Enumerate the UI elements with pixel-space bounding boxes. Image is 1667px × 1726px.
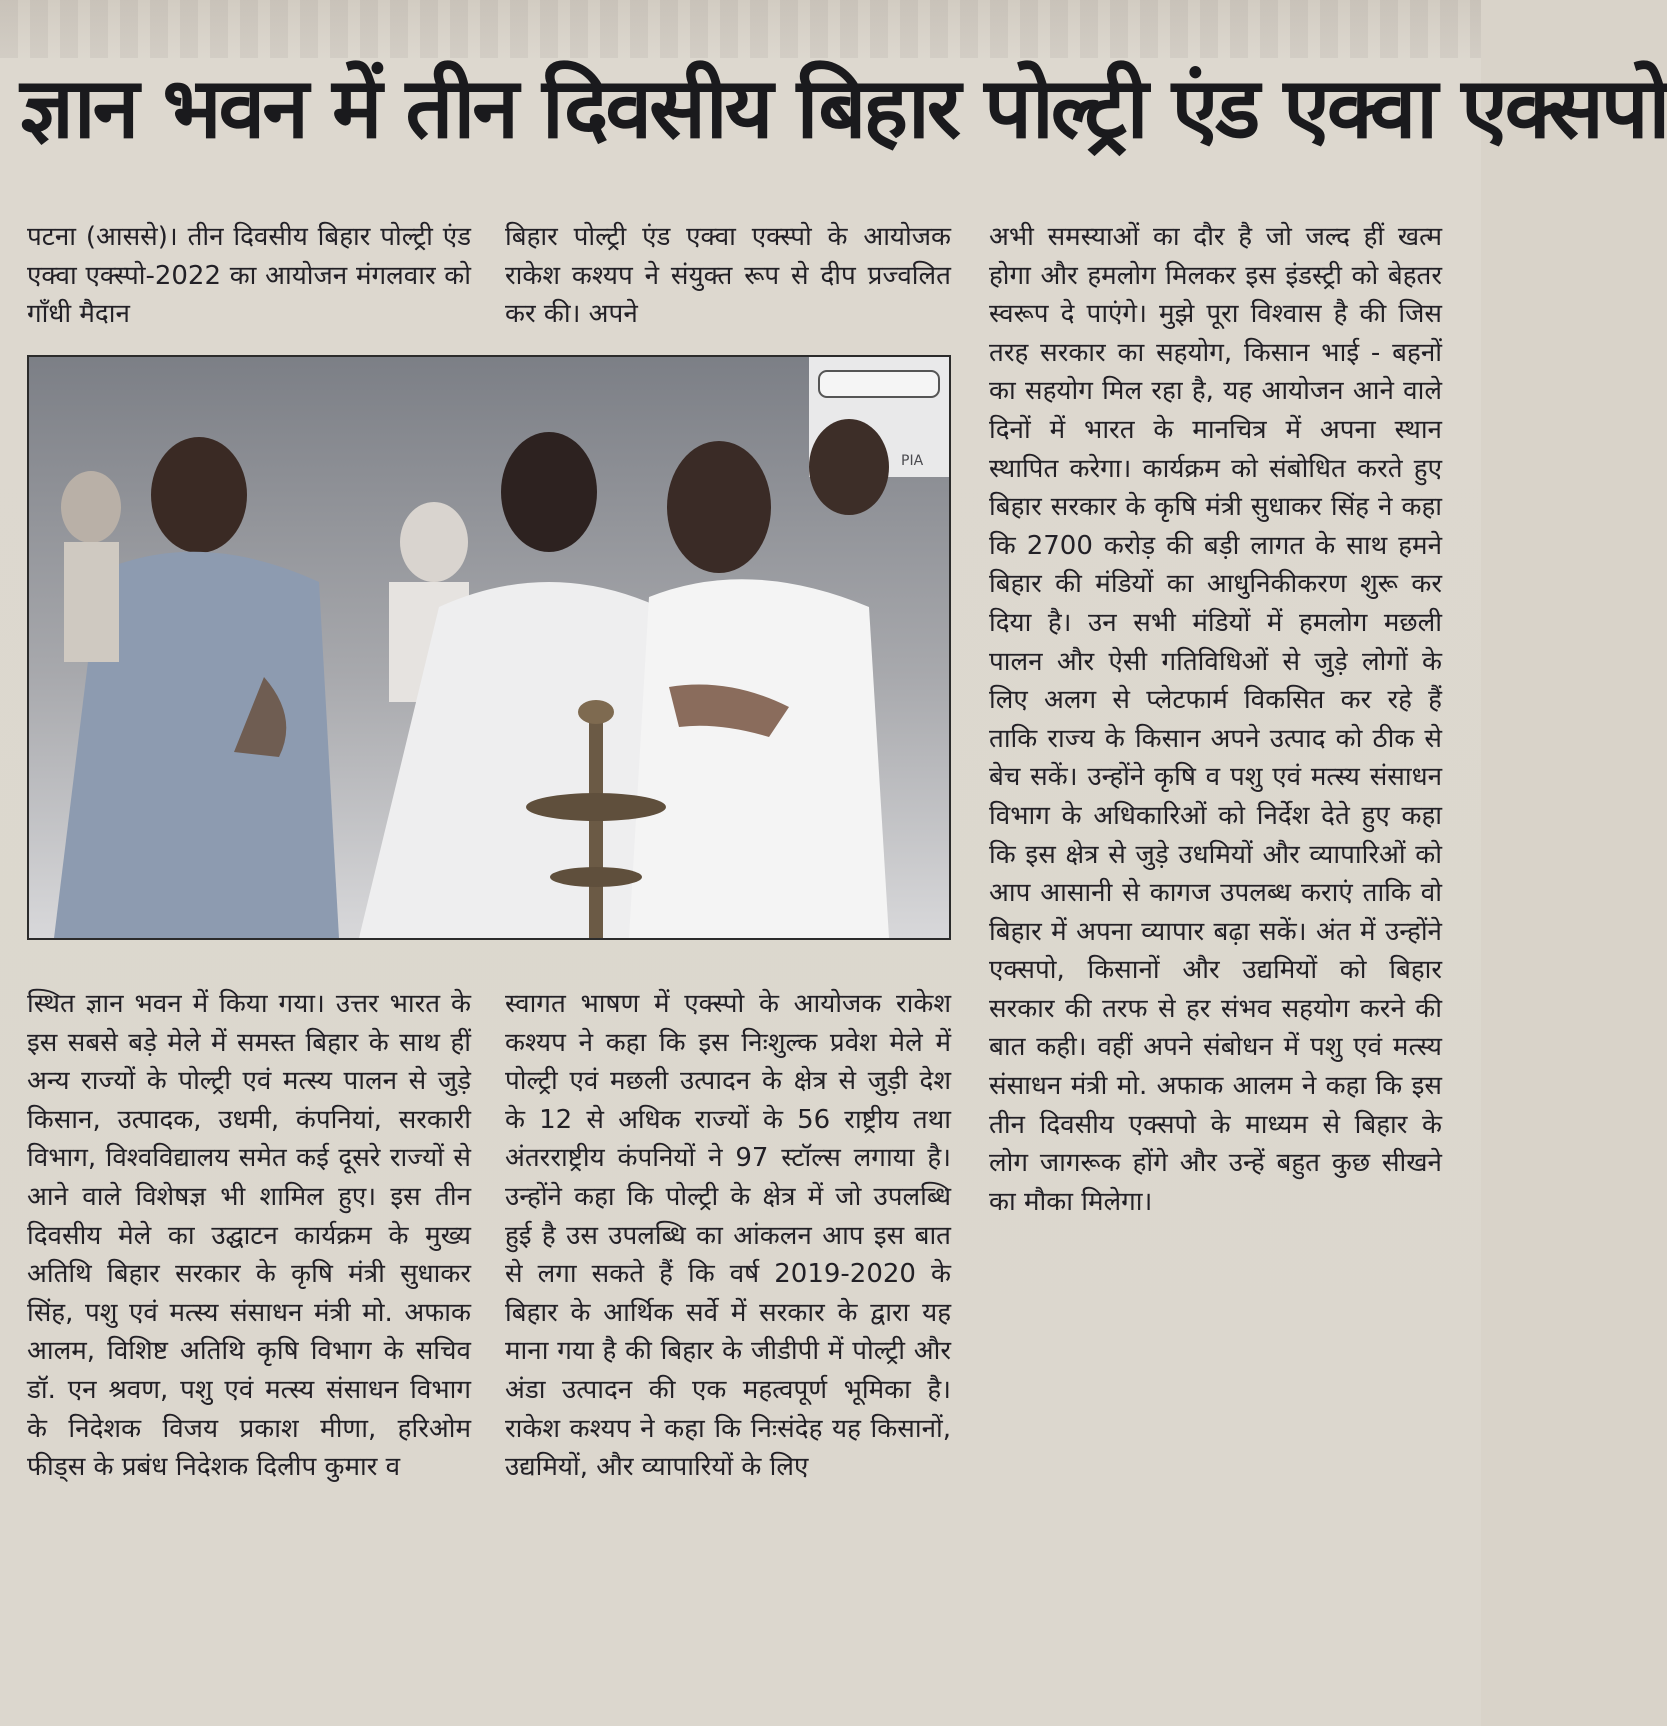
banner-text: PIA [901, 453, 924, 469]
article-col1-top: पटना (आससे)। तीन दिवसीय बिहार पोल्ट्री एंड एक्वा एक्स्पो-2022 का आयोजन मंगलवार को गाँधी मैदान [27, 222, 471, 330]
article-col2-top: बिहार पोल्ट्री एंड एक्वा एक्स्पो के आयोजक राकेश कश्यप ने संयुक्त रूप से दीप प्रज्वलित कर की। अपने [505, 222, 951, 330]
news-photo [27, 355, 951, 940]
article-col2-bottom: स्वागत भाषण में एक्स्पो के आयोजक राकेश कश्यप ने कहा कि इस निःशुल्क प्रवेश मेले में पोल्ट्री एवं मछली उत्पादन के क्षेत्र से जुड़ी देश के 12 से अधिक राज्यों के 56 राष्ट्रीय तथा अंतरराष्ट्रीय कंपनियों ने 97 स्टॉल्स लगाया है। उन्होंने कहा कि पोल्ट्री के क्षेत्र में जो उपलब्धि हुई है उस उपलब्धि का आंकलन आप इस बात से लगा सकते हैं कि वर्ष 2019-2020 के बिहार के आर्थिक सर्वे में सरकार के द्वारा यह माना गया है की बिहार के जीडीपी में पोल्ट्री और अंडा उत्पादन की एक महत्वपूर्ण भूमिका है। राकेश कश्यप ने कहा कि निःसंदेह यह किसानों, उद्यमियों, और व्यापारियों के लिए [505, 989, 951, 1483]
article-col1-bottom: स्थित ज्ञान भवन में किया गया। उत्तर भारत के इस सबसे बड़े मेले में समस्त बिहार के साथ हीं अन्य राज्यों के पोल्ट्री एवं मत्स्य पालन से जुड़े किसान, उत्पादक, उधमी, कंपनियां, सरकारी विभाग, विश्वविद्यालय समेत कई दूसरे राज्यों से आने वाले विशेषज्ञ भी शामिल हुए। इस तीन दिवसीय मेले का उद्घाटन कार्यक्रम के मुख्य अतिथि बिहार सरकार के कृषि मंत्री सुधाकर सिंह, पशु एवं मत्स्य संसाधन मंत्री मो. अफाक आलम, विशिष्ट अतिथि कृषि विभाग के सचिव डॉ. एन श्रवण, पशु एवं मत्स्य संसाधन विभाग के निदेशक विजय प्रकाश मीणा, हरिओम फीड्स के प्रबंध निदेशक दिलीप कुमार व [27, 989, 471, 1483]
photo-lamp-lighting [29, 357, 949, 938]
article-col3: अभी समस्याओं का दौर है जो जल्द हीं खत्म होगा और हमलोग मिलकर इस इंडस्ट्री को बेहतर स्वरूप दे पाएंगे। मुझे पूरा विश्वास है की जिस तरह सरकार का सहयोग, किसान भाई - बहनों का सहयोग मिल रहा है, यह आयोजन आने वाले दिनों में भारत के मानचित्र में अपना स्थान स्थापित करेगा। कार्यक्रम को संबोधित करते हुए बिहार सरकार के कृषि मंत्री सुधाकर सिंह ने कहा कि 2700 करोड़ की बड़ी लागत के साथ हमने बिहार की मंडियों का आधुनिकीकरण शुरू कर दिया है। उन सभी मंडियों में हमलोग मछली पालन और ऐसी गतिविधिओं से जुड़े लोगों के लिए अलग से प्लेटफार्म विकसित कर रहे हैं ताकि राज्य के किसान अपने उत्पाद को ठीक से बेच सकें। उन्होंने कृषि व पशु एवं मत्स्य संसाधन विभाग के अधिकारिओं को निर्देश देते हुए कहा कि इस क्षेत्र से जुड़े उधमियों और व्यापारिओं को आप आसानी से कागज उपलब्ध कराएं ताकि वो बिहार में अपना व्यापार बढ़ा सकें। अंत में उन्होंने एक्सपो, किसानों और उद्यमियों को बिहार सरकार की तरफ से हर संभव सहयोग करने की बात कही। वहीं अपने संबोधन में पशु एवं मत्स्य संसाधन मंत्री मो. अफाक आलम ने कहा कि इस तीन दिवसीय एक्सपो के माध्यम से बिहार के लोग जागरूक होंगे और उन्हें बहुत कुछ सीखने का मौका मिलेगा। [989, 222, 1442, 1217]
headline: ज्ञान भवन में तीन दिवसीय बिहार पोल्ट्री एंड एक्वा एक्सपो [20, 59, 1667, 157]
person-right [629, 419, 889, 938]
